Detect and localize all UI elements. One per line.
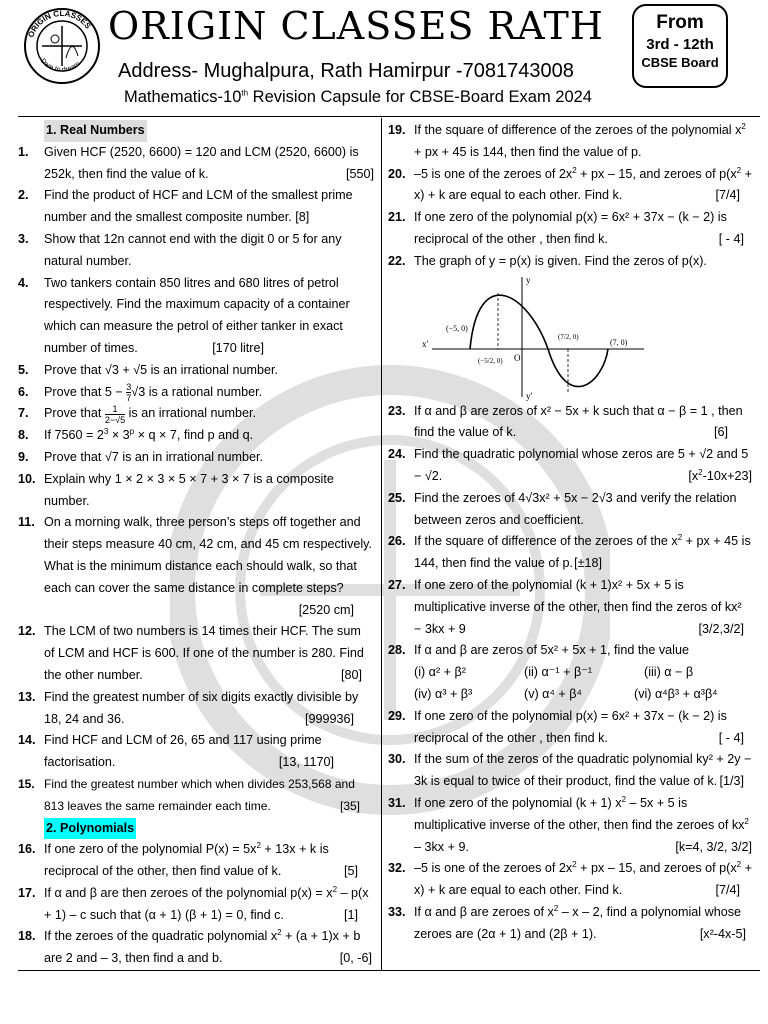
point-tail: , 0) (569, 332, 579, 341)
question-body: Two tankers contain 850 litres and 680 litres of petrol respectively. Find the maximum capacity of a container which can measure the petrol of either tanker in exact number of times. (44, 275, 350, 355)
question-item (18, 185, 374, 229)
text-part: + px – 15, and zeroes of p(x (576, 166, 737, 181)
text-part: If α and β are zeroes of x (414, 904, 554, 919)
question-item (18, 730, 374, 774)
text-part: × 3 (108, 428, 130, 443)
question-body: Find the greatest number of six digits exactly divisible by 18, 24 and 36. (44, 689, 359, 726)
question-body: Find the greatest number which when divides 253,568 and 813 leaves the same remainder each time. (44, 776, 355, 813)
question-item (18, 926, 374, 970)
question-text (414, 706, 752, 750)
sub-question: (vi) α⁴β³ + α³β⁴ (634, 686, 718, 701)
question-text (414, 164, 752, 208)
superscript: 2 (736, 165, 742, 175)
superscript: 2 (572, 860, 577, 870)
denominator: 7 (126, 392, 132, 403)
page-header (0, 0, 768, 118)
text-part: If one zero of the polynomial P(x) = 5x (44, 842, 257, 857)
answer-key: [2520 cm] (298, 602, 354, 617)
question-item (18, 403, 374, 425)
question-text (44, 512, 374, 621)
text-part: If the square of difference of the zeroes of the polynomial x (414, 123, 742, 137)
y-prime-label: y' (526, 390, 533, 401)
subtitle-sup: th (241, 88, 249, 98)
polynomial-graph (388, 273, 752, 401)
text-part: + x) + k are equal to each other. Find k. (414, 166, 752, 203)
text-part: If 7560 = 2 (44, 428, 104, 443)
superscript: 2 (736, 860, 742, 870)
question-text (44, 687, 374, 731)
question-number: 27. (388, 577, 406, 592)
question-text (44, 382, 374, 404)
text-part: + px + 45 is 144, then find the value of p. (414, 144, 642, 159)
question-body: The LCM of two numbers is 14 times their HCF. The sum of LCM and HCF is 600. If one of the number is 280. Find the other number. (44, 624, 364, 682)
numerator: 3 (126, 381, 132, 392)
question-text (414, 793, 752, 858)
question-number: 26. (388, 534, 406, 549)
question-text (44, 774, 374, 818)
question-number: 2. (18, 188, 29, 203)
point-tail: , 0) (493, 356, 503, 365)
question-number: 31. (388, 795, 406, 810)
question-number: 9. (18, 449, 29, 464)
question-number: 12. (18, 624, 36, 639)
institute-title: ORIGIN CLASSES RATH (108, 4, 604, 48)
superscript: 2 (256, 841, 261, 851)
question-text: Find the zeroes of 4√3x² + 5x − 2√3 and verify the relation between zeros and coefficient. (414, 490, 737, 527)
question-body: Find the quadratic polynomial whose zeros are 5 + √2 and 5 − √2. (414, 447, 749, 483)
section-heading-real-numbers (18, 120, 374, 142)
question-item (18, 774, 374, 818)
question-text (414, 401, 752, 445)
frac-num: −5 (480, 356, 488, 365)
answer-part: [x (688, 468, 699, 483)
question-item (388, 120, 752, 164)
question-item (18, 839, 374, 883)
answer-key: [k=4, 3/2, 3/2] (675, 839, 752, 854)
question-item (18, 469, 374, 513)
question-item (388, 444, 752, 488)
question-item (388, 902, 752, 946)
sub-question: (ii) α⁻¹ + β⁻¹ (524, 665, 593, 680)
question-item (18, 883, 374, 927)
question-number: 23. (388, 403, 406, 418)
text-part: is an irrational number. (128, 406, 257, 421)
question-text (44, 839, 374, 883)
answer-key: [x²-4x-5] (699, 926, 746, 941)
frac-den: 2 (489, 356, 494, 365)
question-body: If α and β are zeros of 5x² + 5x + 1, find the value (414, 643, 689, 658)
answer-key: [35] (339, 798, 360, 813)
superscript: p (129, 426, 135, 436)
question-item (18, 142, 374, 186)
frac-num: 7 (560, 332, 564, 341)
question-number: 13. (18, 689, 36, 704)
question-text (414, 575, 752, 640)
superscript: 2 (677, 533, 683, 543)
answer-key: [±18] (574, 556, 602, 571)
question-text (44, 273, 374, 360)
badge-line1: From (656, 12, 704, 33)
text-part: + (a + 1)x + b are 2 and – 3, then find a and b. (44, 929, 361, 966)
question-item (388, 706, 752, 750)
question-body: If the sum of the zeros of the quadratic polynomial ky² + 2y − 3k is equal to twice of their product, find the value of k. (414, 752, 752, 789)
section-label: 1. Real Numbers (44, 120, 147, 142)
sub-question: (iii) α − β (644, 665, 694, 680)
left-column (18, 120, 374, 970)
sub-question: (v) α⁴ + β⁴ (524, 686, 582, 701)
question-item (388, 858, 752, 902)
text-part: If α and β are then zeroes of the polynomial p(x) = x (44, 885, 333, 900)
question-item (388, 207, 752, 251)
origin-classes-logo (22, 6, 102, 86)
question-body: On a morning walk, three person’s steps off together and their steps measure 40 cm, 42 cm, and 45 cm respectively. What is the minimum distance each should walk, so that each can cover the same distance in complete steps? (44, 515, 373, 595)
frac-den: 2 (565, 332, 570, 341)
text-part: + px – 15, and zeroes of p(x (576, 861, 737, 876)
question-text (44, 142, 374, 186)
superscript: 3 (103, 426, 109, 436)
text-part: Prove that 5 − (44, 384, 123, 399)
answer-key: [80] (340, 667, 362, 682)
right-column (388, 120, 752, 946)
column-divider (381, 118, 382, 970)
x-prime-label: x' (422, 338, 429, 349)
superscript: 2 (332, 884, 338, 894)
denominator: 2−√5 (104, 414, 126, 425)
superscript: 2 (277, 928, 282, 938)
numerator: 1 (112, 403, 118, 414)
text-part: – p(x + 1) – c such that (α + 1) (β + 1) = 0, find c. (44, 885, 369, 922)
question-number: 25. (388, 490, 406, 505)
superscript: 2 (744, 816, 749, 826)
answer-key: [1] (343, 907, 358, 922)
origin-label: O (514, 352, 521, 363)
question-text (44, 926, 374, 970)
answer-key: [0, -6] (339, 951, 372, 966)
question-number: 6. (18, 384, 29, 399)
question-number: 17. (18, 885, 36, 900)
address-text: Mughalpura, Rath Hamirpur -7081743008 (203, 60, 574, 82)
question-text: Prove that √7 is an in irrational number. (44, 449, 264, 464)
text-part: + x) + k are equal to each other. Find k. (414, 861, 752, 898)
question-item (18, 360, 374, 382)
superscript: 2 (553, 903, 559, 913)
question-text: Prove that √3 + √5 is an irrational number. (44, 362, 278, 377)
answer-key: [ - 4] (718, 231, 744, 246)
question-number: 28. (388, 643, 406, 658)
capsule-subtitle (124, 88, 592, 107)
question-number: 16. (18, 842, 36, 857)
question-item (388, 793, 752, 858)
subtitle-pre: Mathematics-10 (124, 88, 242, 106)
y-label: y (526, 274, 531, 285)
question-number: 19. (388, 123, 406, 137)
question-body: If one zero of the polynomial p(x) = 6x² + 37x − (k − 2) is reciprocal of the other , then find k. (414, 708, 727, 745)
text-part: × q × 7, find p and q. (134, 428, 254, 443)
text-part: If the square of difference of the zeroes of the x (414, 534, 678, 549)
text-part: – 5x + 5 is multiplicative inverse of the other, then find the zeroes of kx (414, 795, 745, 832)
question-number: 18. (18, 929, 36, 944)
graph-svg (418, 273, 648, 401)
question-number: 10. (18, 471, 36, 486)
badge-line2: 3rd - 12th (646, 36, 714, 53)
question-number: 3. (18, 231, 29, 246)
logo-ring-bottom-text: Dare to dream (38, 57, 82, 74)
answer-key: [3/2,3/2] (698, 621, 744, 636)
question-text (414, 640, 752, 705)
answer-key: [7/4] (715, 883, 740, 898)
footer-rule (18, 970, 760, 971)
question-number: 30. (388, 752, 406, 767)
answer-key: [550] (345, 166, 374, 181)
question-number: 7. (18, 406, 29, 421)
point-label: (7, 0) (610, 337, 628, 347)
question-item (388, 401, 752, 445)
question-item (18, 621, 374, 686)
text-part: – 3kx + 9. (414, 839, 469, 854)
question-text: Show that 12n cannot end with the digit 0 or 5 for any natural number. (44, 231, 342, 268)
question-number: 4. (18, 275, 29, 290)
question-item (18, 687, 374, 731)
question-text (414, 749, 752, 793)
superscript: 2 (741, 121, 746, 131)
question-number: 15. (18, 776, 35, 791)
point-label: (−5/2, 0) (478, 356, 503, 365)
answer-key: [5] (343, 864, 358, 879)
address-label: Address- (118, 60, 199, 82)
point-label: (7/2, 0) (558, 332, 579, 341)
answer-key: [170 litre] (212, 340, 264, 355)
section-heading-polynomials (18, 818, 374, 840)
question-number: 21. (388, 210, 406, 225)
logo-ring-top-text: ORIGIN CLASSES (26, 8, 93, 39)
question-body: If one zero of the polynomial (k + 1)x² + 5x + 5 is multiplicative inverse of the other, then find the zeros of kx² − 3kx + 9 (414, 577, 742, 636)
answer-key: [999936] (304, 711, 354, 726)
question-number: 33. (388, 904, 406, 919)
header-rule (18, 116, 760, 117)
question-item (388, 488, 752, 532)
question-text (414, 858, 752, 902)
question-item (18, 425, 374, 447)
question-item (18, 229, 374, 273)
address-line (118, 60, 574, 83)
section-label: 2. Polynomials (44, 818, 136, 840)
question-text (44, 730, 374, 774)
sub-question: (i) α² + β² (414, 665, 466, 680)
question-number: 8. (18, 428, 29, 443)
question-text (414, 531, 752, 575)
badge-line3: CBSE Board (641, 55, 719, 70)
question-body: If α and β are zeros of x² − 5x + k such that α − β = 1 , then find the value of k. (414, 403, 743, 440)
question-text (414, 902, 752, 946)
question-number: 32. (388, 861, 406, 876)
question-number: 24. (388, 447, 406, 462)
question-number: 14. (18, 733, 36, 748)
text-part: –5 is one of the zeroes of 2x (414, 861, 573, 876)
class-range-badge (632, 4, 728, 88)
question-number: 1. (18, 144, 29, 159)
text-part: – x – 2, find a polynomial whose zeroes are (2α + 1) and (2β + 1). (414, 904, 742, 941)
text-part: √3 is a rational number. (131, 384, 263, 399)
question-body: Find HCF and LCM of 26, 65 and 117 using prime factorisation. (44, 733, 322, 770)
question-number: 29. (388, 708, 406, 723)
question-item (388, 251, 752, 273)
text-part: + 13x + k is reciprocal of the other, then find value of k. (44, 842, 329, 879)
question-text: Find the product of HCF and LCM of the smallest prime number and the smallest composite number. [8] (44, 188, 353, 225)
text-part: –5 is one of the zeroes of 2x (414, 166, 573, 181)
question-number: 11. (18, 515, 35, 530)
text-part: If one zero of the polynomial (k + 1) x (414, 795, 622, 810)
question-item (18, 512, 374, 621)
question-text (44, 425, 374, 447)
text-part: Prove that (44, 406, 102, 421)
answer-part: -10x+23] (702, 468, 752, 483)
question-number: 20. (388, 166, 406, 181)
question-text (44, 883, 374, 927)
point-label: (−5, 0) (446, 323, 468, 333)
text-part: If the zeroes of the quadratic polynomial x (44, 929, 278, 944)
question-number: 5. (18, 362, 29, 377)
question-item (388, 531, 752, 575)
question-item (18, 382, 374, 404)
question-text (44, 621, 374, 686)
answer-key: [13, 1170] (278, 755, 334, 770)
superscript: 2 (698, 467, 703, 477)
question-text (414, 120, 752, 164)
answer-key: [1/3] (719, 774, 744, 789)
question-text (414, 444, 752, 488)
question-text (414, 207, 752, 251)
question-text: The graph of y = p(x) is given. Find the zeros of p(x). (414, 253, 707, 268)
answer-key: [ - 4] (718, 730, 744, 745)
question-item (18, 273, 374, 360)
question-body: If one zero of the polynomial p(x) = 6x² + 37x − (k − 2) is reciprocal of the other , then find k. (414, 210, 727, 246)
subtitle-post: Revision Capsule for CBSE-Board Exam 2024 (248, 88, 592, 106)
superscript: 2 (572, 165, 577, 175)
fraction (105, 404, 125, 425)
answer-key (688, 466, 752, 488)
question-body: Given HCF (2520, 6600) = 120 and LCM (2520, 6600) is 252k, then find the value of k. (44, 144, 359, 181)
question-item (388, 640, 752, 705)
question-text (44, 403, 374, 425)
question-item (388, 575, 752, 640)
question-number: 22. (388, 253, 406, 268)
question-item (388, 749, 752, 793)
answer-key: [7/4] (715, 188, 740, 203)
question-item (388, 164, 752, 208)
question-text: Explain why 1 × 2 × 3 × 5 × 7 + 3 × 7 is a composite number. (44, 471, 334, 508)
superscript: 2 (621, 794, 627, 804)
sub-question: (iv) α³ + β³ (414, 686, 473, 701)
question-item (18, 447, 374, 469)
answer-key: [6] (713, 425, 728, 440)
text-part: + px + 45 is 144, then find the value of p. (414, 534, 751, 571)
